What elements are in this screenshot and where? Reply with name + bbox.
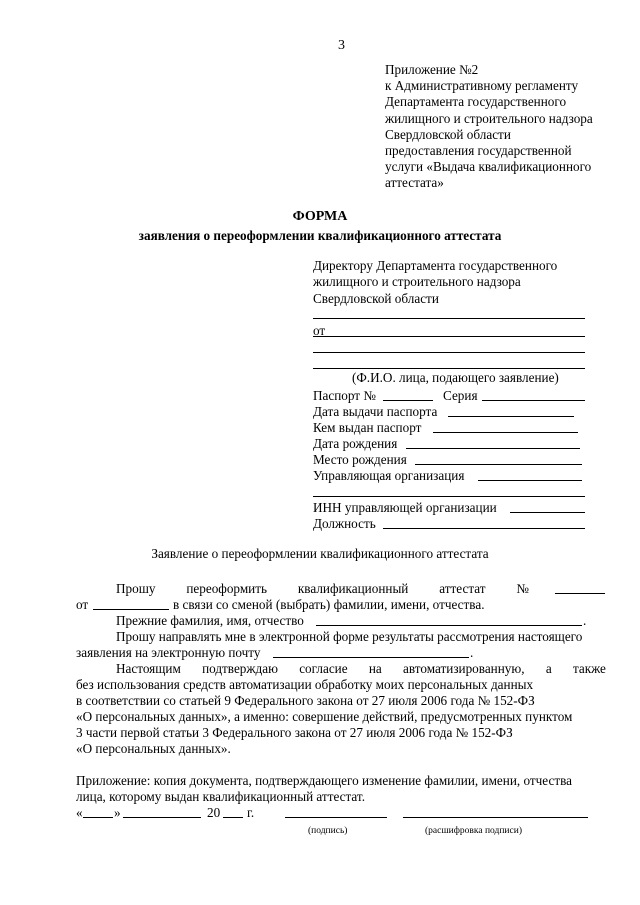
addressee-line: Свердловской области [313,290,439,306]
certificate-date-field[interactable] [93,609,169,610]
word: аттестат [439,581,486,596]
word: автоматизированную, [403,661,525,676]
form-subtitle: заявления о переоформлении квалификационного аттестата [138,228,502,243]
blank-line[interactable] [313,368,585,369]
fio-caption: (Ф.И.О. лица, подающего заявление) [352,370,559,385]
signature-caption: (подпись) [308,826,348,836]
appendix-line: Департамента государственного [385,94,567,110]
appendix-header [385,62,593,192]
word: также [572,661,606,676]
blank-line[interactable] [313,318,585,319]
inn-field[interactable] [510,512,585,513]
word: № [516,581,529,596]
paragraph-3-line-1: Прошу направлять мне в электронной форме результаты рассмотрения настоящего [116,629,583,644]
issue-date-label: Дата выдачи паспорта [313,404,438,419]
paragraph-4-line: «О персональных данных», а именно: совершение действий, предусмотренных пунктом [76,709,573,724]
paragraph-4-line: без использования средств автоматизации обработку моих персональных данных [76,677,534,692]
paragraph-4-line: 3 части первой статьи 3 Федерального закона от 27 июля 2006 года № 152-ФЗ [76,725,513,740]
birth-place-field[interactable] [415,464,582,465]
statement-title: Заявление о переоформлении квалификационного аттестата [151,546,489,561]
series-field[interactable] [482,400,585,401]
appendix-line: к Административному регламенту [385,78,579,94]
appendix-line: предоставления государственной [385,143,572,159]
word: а [545,661,552,676]
date-close-quote: » [114,805,121,820]
paragraph-2: Прежние фамилия, имя, отчество [116,613,304,628]
appendix-line: аттестата» [385,175,444,191]
word: квалификационный [297,581,409,596]
attachment-line: Приложение: копия документа, подтверждающего изменение фамилии, имени, отчества [76,773,572,788]
management-org-field[interactable] [478,480,582,481]
word: Прошу [116,581,156,596]
addressee-line: жилищного и строительного надзора [313,274,521,290]
form-title: ФОРМА [292,209,348,224]
paragraph-1-line-2: в связи со сменой (выбрать) фамилии, имени, отчества. [173,597,485,612]
date-open-quote: « [76,805,83,820]
issued-by-label: Кем выдан паспорт [313,420,422,435]
year-field[interactable] [223,817,243,818]
addressee-line: Директору Департамента государственного [313,258,558,273]
blank-line[interactable] [313,352,585,353]
word: переоформить [186,581,268,596]
page-number: 3 [338,38,345,53]
birth-place-label: Место рождения [313,452,407,467]
birth-date-field[interactable] [406,448,580,449]
paragraph-4-line: в соответствии со статьей 9 Федерального закона от 27 июля 2006 года № 152-ФЗ [76,693,535,708]
word: согласие [299,661,348,676]
appendix-line: жилищного и строительного надзора [385,110,593,126]
appendix-line: Свердловской области [385,126,511,142]
paragraph-4-line: «О персональных данных». [76,741,231,756]
period: . [470,645,474,660]
issue-date-field[interactable] [448,416,574,417]
from-label-2: от [76,597,89,612]
certificate-number-field[interactable] [555,593,605,594]
attachment-line: лица, которому выдан квалификационный аттестат. [76,789,366,804]
addressee [313,258,557,307]
previous-name-field[interactable] [316,625,582,626]
day-field[interactable] [83,817,113,818]
year-suffix: г. [247,805,255,820]
paragraph-1-line-1 [116,581,529,597]
paragraph-3-line-2: заявления на электронную почту [76,645,261,660]
word: Настоящим [116,661,181,676]
appendix-line: Приложение №2 [385,62,479,77]
passport-label: Паспорт № [313,388,376,403]
blank-line[interactable] [313,496,585,497]
email-field[interactable] [273,657,469,658]
from-label: от [313,323,326,338]
issued-by-field[interactable] [433,432,578,433]
series-label: Серия [443,388,478,403]
passport-number-field[interactable] [383,400,433,401]
word: подтверждаю [202,661,278,676]
year-prefix: 20 [207,805,221,820]
blank-line[interactable] [313,336,585,337]
management-org-label: Управляющая организация [313,468,465,483]
signature-decode-field[interactable] [403,817,588,818]
inn-label: ИНН управляющей организации [313,500,497,515]
birth-date-label: Дата рождения [313,436,398,451]
appendix-line: услуги «Выдача квалификационного [385,159,592,175]
period: . [583,613,587,628]
decode-caption: (расшифровка подписи) [425,826,522,836]
paragraph-4-line-1 [116,661,606,677]
month-field[interactable] [123,817,201,818]
position-label: Должность [313,516,376,531]
word: на [368,661,382,676]
position-field[interactable] [383,528,585,529]
signature-field[interactable] [285,817,387,818]
